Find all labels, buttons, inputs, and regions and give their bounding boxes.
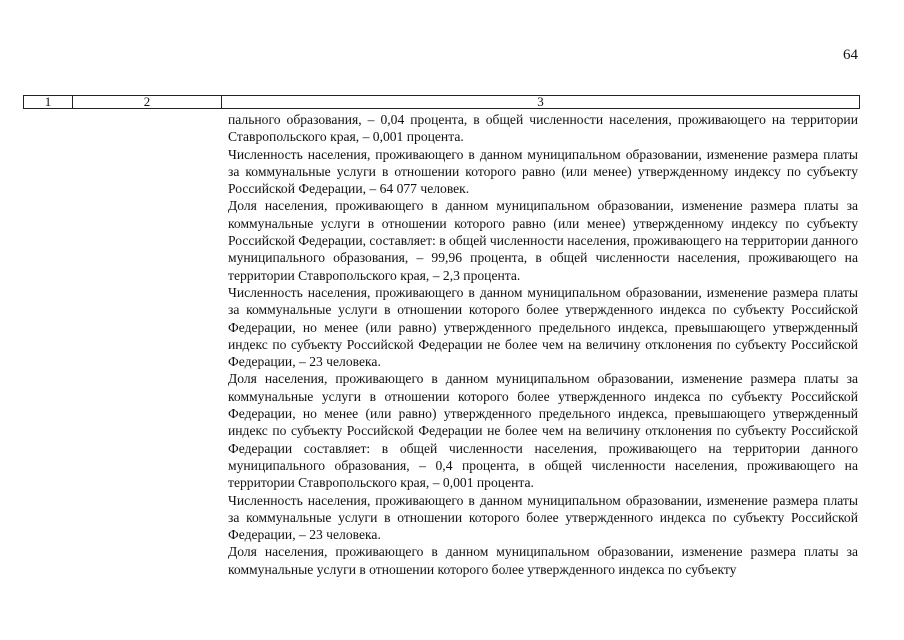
column-header-1: 1 bbox=[24, 96, 73, 109]
column-header-2: 2 bbox=[73, 96, 222, 109]
column-header-row bbox=[24, 96, 860, 109]
paragraph: Численность населения, проживающего в данном муниципальном образовании, изменение размера платы за коммунальные услуги в отношении которого более утвержденного индекса по субъекту Российской Федерации, но менее (или равно) утвержденного предельного индекса, превышающего утвержденный индекс по субъекту Российской Федерации не более чем на величину отклонения по субъекту Российской Федерации, – 23 человека. bbox=[228, 284, 858, 370]
paragraph: пального образования, – 0,04 процента, в общей численности населения, проживающего на территории Ставропольского края, – 0,001 процента. bbox=[228, 112, 858, 145]
paragraph: Доля населения, проживающего в данном муниципальном образовании, изменение размера платы за коммунальные услуги в отношении которого более утвержденного индекса по субъекту Российской Федерации, но менее (или равно) утвержденного предельного индекса, превышающего утвержденный индекс по субъекту Российской Федерации не более чем на величину отклонения по субъекту Российской Федерации составляет: в общей численности населения, проживающего на территории данного муниципального образования, – 0,4 процента, в общей численности населения, проживающего на территории Ставропольского края, – 0,001 процента. bbox=[228, 371, 858, 491]
paragraph: Доля населения, проживающего в данном муниципальном образовании, изменение размера платы за коммунальные услуги в отношении которого равно (или менее) утвержденному индексу по субъекту Российской Федерации, составляет: в общей численности населения, проживающего на территории данного муниципального образования, – 99,96 процента, в общей численности населения, проживающего на территории Ставропольского края, – 2,3 процента. bbox=[228, 198, 858, 283]
paragraph: Численность населения, проживающего в данном муниципальном образовании, изменение размера платы за коммунальные услуги в отношении которого более утвержденного индекса по субъекту Российской Федерации, – 23 человека. bbox=[228, 492, 858, 543]
paragraph: Доля населения, проживающего в данном муниципальном образовании, изменение размера платы за коммунальные услуги в отношении которого более утвержденного индекса по субъекту bbox=[228, 544, 858, 577]
page-number: 64 bbox=[843, 47, 858, 63]
column-header-table bbox=[23, 95, 860, 109]
paragraph: Численность населения, проживающего в данном муниципальном образовании, изменение размера платы за коммунальные услуги в отношении которого равно (или менее) утвержденному индексу по субъекту Российской Федерации, – 64 077 человек. bbox=[228, 146, 858, 197]
column-header-3: 3 bbox=[222, 96, 860, 109]
document-body bbox=[228, 111, 858, 578]
